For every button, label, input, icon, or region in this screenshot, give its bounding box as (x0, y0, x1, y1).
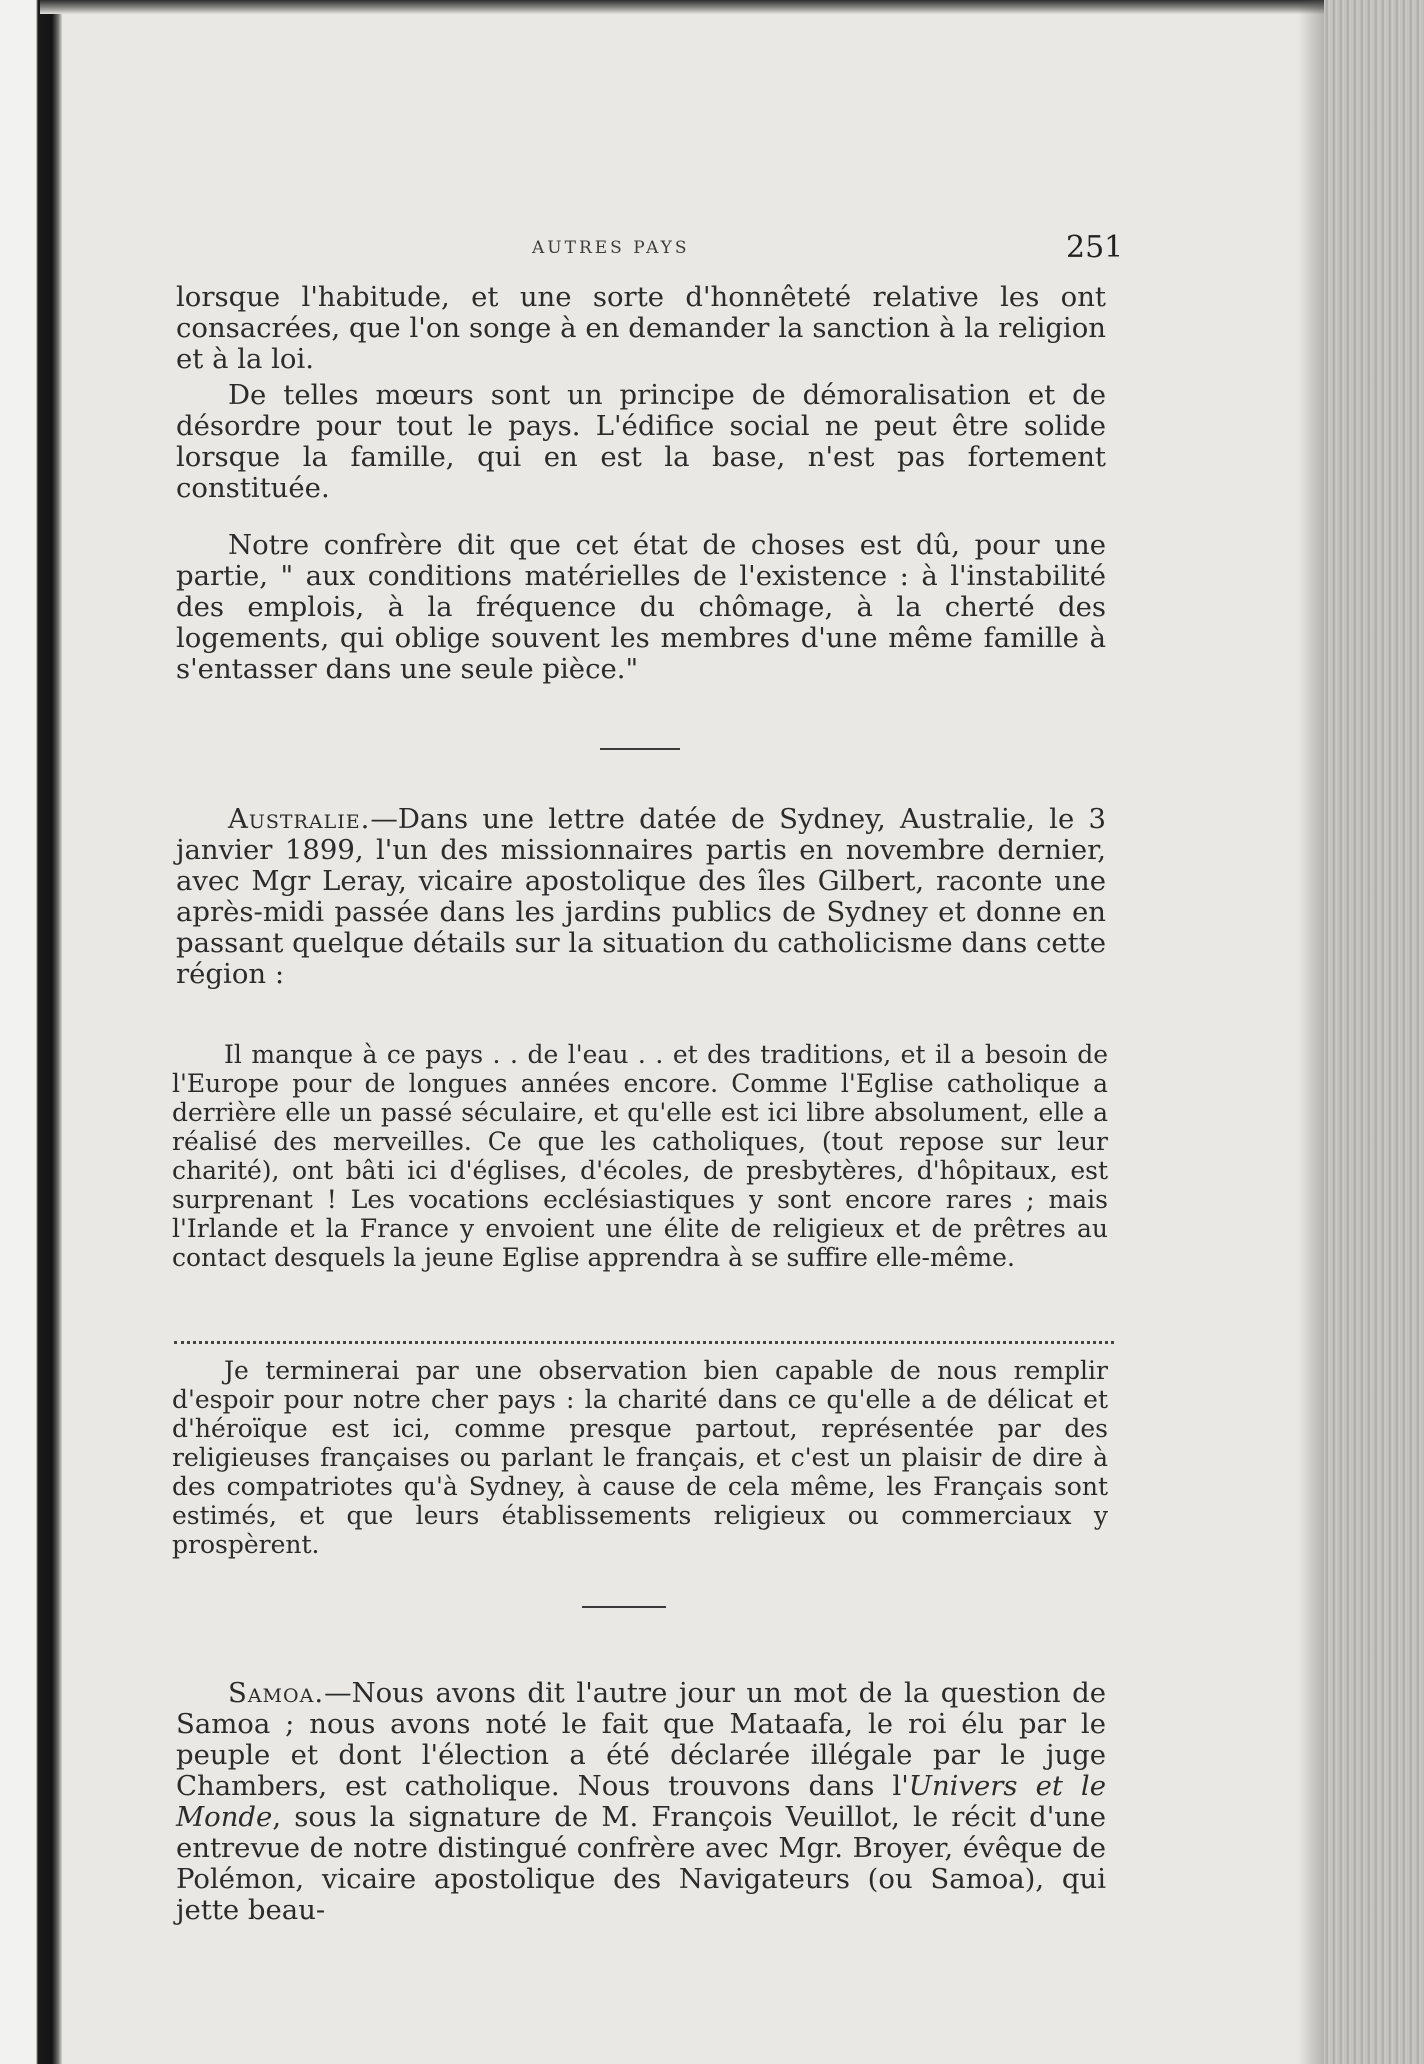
paragraph-text: De telles mœurs sont un principe de démoralisation et de désordre pour tout le pays. L'édifice social ne peut être solide lorsque la famille, qui en est la base, n'est pas fortement constituée. (176, 379, 1106, 504)
samoa-text-part-2: , sous la signature de M. François Veuillot, le récit d'une entrevue de notre distingué confrère avec Mgr. Broyer, évêque de Polémon, vicaire apostolique des Navigateurs (ou Samoa), qui jette beau- (176, 1801, 1106, 1926)
book-gutter-edge (0, 0, 62, 2064)
paragraph-text: Notre confrère dit que cet état de choses est dû, pour une partie, " aux conditions matérielles de l'existence : à l'instabilité des emplois, à la fréquence du chômage, à la cherté des logements, qui oblige souvent les membres d'une même famille à s'entasser dans une seule pièce." (176, 529, 1106, 685)
samoa-journal-title: Univers et le Monde (176, 1770, 1106, 1833)
paragraph-text: lorsque l'habitude, et une sorte d'honnêteté relative les ont consacrées, que l'on songe à en demander la sanction à la religion et à la loi. (176, 281, 1106, 375)
samoa-text-part-1: —Nous avons dit l'autre jour un mot de la question de Samoa ; nous avons noté le fait que Mataafa, le roi élu par le peuple et dont l'élection a été déclarée illégale par le juge Chambers, est catholique. Nous trouvons dans l' (176, 1677, 1106, 1802)
section-divider (600, 748, 680, 750)
section-heading-australie: Australie. (228, 803, 371, 835)
section-divider (582, 1606, 666, 1608)
quote-text: Il manque à ce pays . . de l'eau . . et des traditions, et il a besoin de l'Europe pour de longues années encore. Comme l'Eglise catholique a derrière elle un passé séculaire, et qu'elle est ici libre absolument, elle a réalisé des merveilles. Ce que les catholiques, (tout repose sur leur charité), ont bâti ici d'églises, d'écoles, de presbytères, d'hôpitaux, est surprenant ! Les vocations ecclésiastiques y sont encore rares ; mais l'Irlande et la France y envoient une élite de religieux et de prêtres au contact desquels la jeune Eglise apprendra à se suffire elle-même. (172, 1040, 1108, 1272)
section-samoa (176, 1678, 1106, 1926)
paragraph-confrere (176, 530, 1106, 685)
book-page (62, 14, 1298, 2064)
page-stack-shadow (1298, 0, 1324, 2064)
quote-australie-1 (172, 1040, 1108, 1272)
section-heading-samoa: Samoa. (228, 1677, 325, 1709)
paragraph-moeurs (176, 380, 1106, 504)
page-number: 251 (1066, 230, 1124, 265)
ellipsis-dotted-line (174, 1341, 1114, 1344)
running-head (62, 230, 1298, 270)
australie-intro-text: —Dans une lettre datée de Sydney, Australie, le 3 janvier 1899, l'un des missionnaires partis en novembre dernier, avec Mgr Leray, vicaire apostolique des îles Gilbert, raconte une après-midi passée dans les jardins publics de Sydney et donne en passant quelque détails sur la situation du catholicisme dans cette région : (176, 803, 1106, 990)
paragraph-habitude (176, 282, 1106, 375)
running-title: AUTRES PAYS (532, 238, 690, 258)
page-top-edge (40, 0, 1340, 14)
page-stack-edges (1324, 0, 1424, 2064)
quote-text: Je terminerai par une observation bien capable de nous remplir d'espoir pour notre cher pays : la charité dans ce qu'elle a de délicat et d'héroïque est ici, comme presque partout, représentée par des religieuses françaises ou parlant le français, et c'est un plaisir de dire à des compatriotes qu'à Sydney, à cause de cela même, les Français sont estimés, et que leurs établissements religieux ou commerciaux y prospèrent. (172, 1356, 1108, 1559)
quote-australie-2 (172, 1356, 1108, 1559)
section-australie (176, 804, 1106, 990)
